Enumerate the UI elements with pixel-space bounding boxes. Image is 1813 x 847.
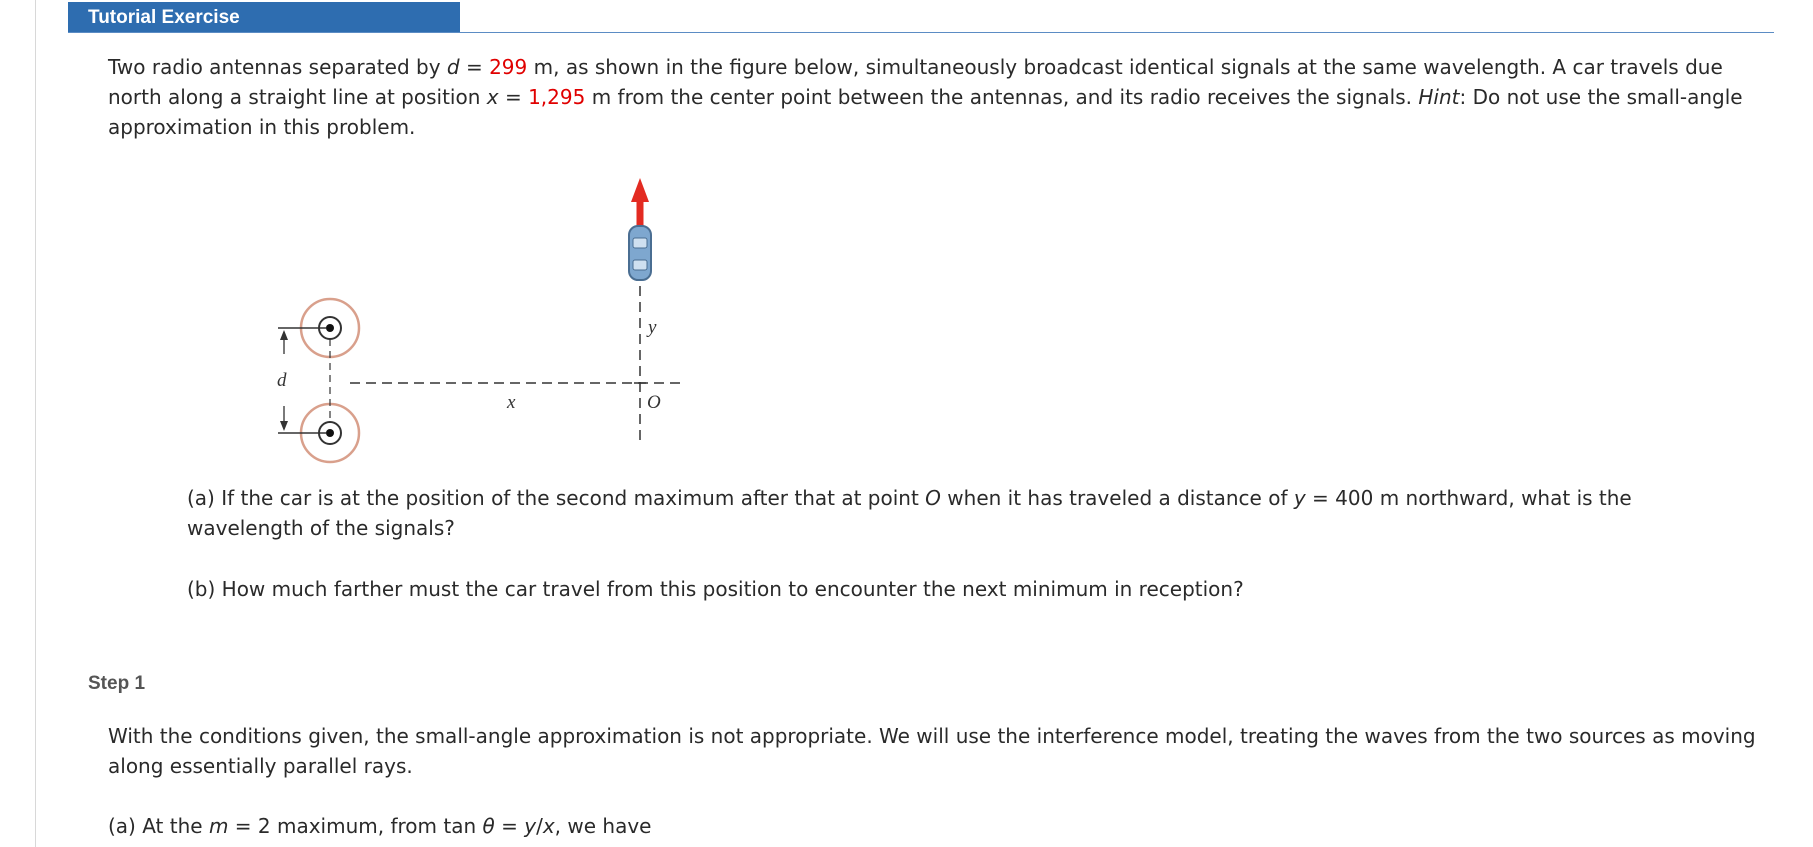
step-a-var-m: m [208, 814, 229, 838]
var-x: x [486, 85, 499, 109]
problem-text-2: m, as shown in the figure below, simultaneously broadcast identical signals at the same wavelength. A car travels due north along a straight line at position [108, 55, 1723, 109]
header-title: Tutorial Exercise [88, 7, 240, 28]
var-d: d [446, 55, 460, 79]
question-b: (b) How much farther must the car travel from this position to encounter the next minimum in reception? [187, 577, 1244, 601]
question-a [187, 483, 1657, 543]
problem-text-4: : Do not use the small-angle approximation in this problem. [108, 85, 1743, 139]
step-a-var-x: x [542, 814, 555, 838]
qa-text-1: (a) If the car is at the position of the second maximum after that at point [187, 486, 926, 510]
step-a-text-4: , we have [554, 814, 652, 838]
label-x: x [507, 392, 516, 413]
qa-text-2: when it has traveled a distance of [940, 486, 1294, 510]
tutorial-header [68, 2, 460, 33]
car-icon [629, 226, 651, 280]
step-part-a [108, 811, 1708, 841]
step-a-theta: θ [482, 814, 495, 838]
label-d: d [277, 370, 287, 391]
problem-statement [108, 52, 1758, 142]
label-y: y [648, 317, 657, 338]
step-a-text-3: = [494, 814, 525, 838]
step-a-var-y: y [524, 814, 537, 838]
problem-text-3: m from the center point between the antennas, and its radio receives the signals. [585, 85, 1419, 109]
step-a-slash: / [536, 814, 543, 838]
step-a-text-1: (a) At the [108, 814, 209, 838]
header-underline [68, 32, 1774, 33]
north-arrow-head [631, 178, 649, 202]
step-text: With the conditions given, the small-angle approximation is not appropriate. We will use the interference model, treating the waves from the two sources as moving along essentially parallel rays. [108, 724, 1756, 778]
d-value: 299 [489, 55, 528, 79]
problem-text-1: Two radio antennas separated by [108, 55, 447, 79]
x-value: 1,295 [528, 85, 586, 109]
left-border [35, 0, 36, 847]
qa-var-y: y [1293, 486, 1306, 510]
label-o: O [647, 392, 661, 413]
equals: = [459, 55, 490, 79]
equals: = [498, 85, 529, 109]
qa-text-3: = 400 m northward, what is the wavelength of the signals? [187, 486, 1632, 540]
hint-label: Hint [1418, 85, 1460, 109]
antenna-figure [270, 168, 690, 468]
d-arrow-down-head [280, 421, 288, 431]
d-arrow-up-head [280, 330, 288, 340]
qa-var-o: O [925, 486, 941, 510]
step-a-text-2: = 2 maximum, from tan [228, 814, 483, 838]
step-heading: Step 1 [88, 673, 146, 694]
